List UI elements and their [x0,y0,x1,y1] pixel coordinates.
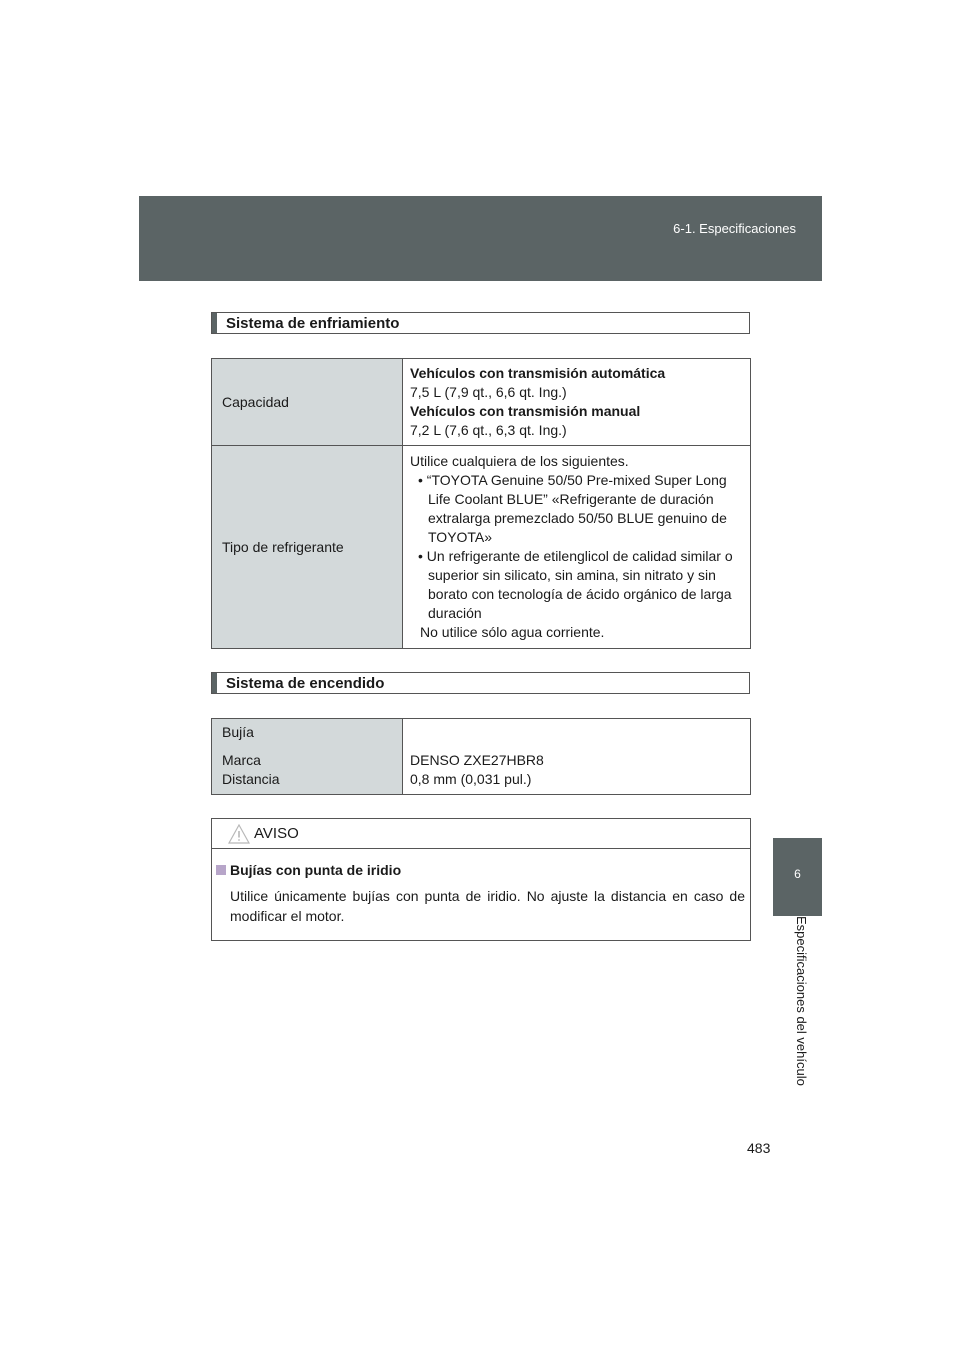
table-row [212,446,751,649]
capacity-value [403,359,751,446]
coolant-label: Tipo de refrigerante [212,446,403,649]
warning-header [212,819,750,849]
warning-body: Utilice únicamente bujías con punta de iridio. No ajuste la distancia en caso de modificar el motor. [230,888,745,924]
chapter-title: Especificaciones del vehículo [794,916,809,1086]
capacity-manual-value: 7,2 L (7,6 qt., 6,3 qt. Ing.) [410,422,567,438]
ignition-heading-text: Sistema de encendido [226,675,385,692]
heading-bar [212,313,217,333]
coolant-intro: Utilice cualquiera de los siguientes. [410,453,629,469]
coolant-option-2: • Un refrigerante de etilenglicol de calidad similar o superior sin silicato, sin amina, sin nitrato y sin borato con tecnología de ácido orgánico de larga duración [418,548,733,621]
chapter-number: 6 [794,867,801,881]
warning-triangle-icon [228,824,250,844]
spark-plug-values [403,719,751,795]
capacity-label: Capacidad [212,359,403,446]
table-row [212,719,751,795]
gap-value: 0,8 mm (0,031 pul.) [410,771,532,787]
ignition-heading [211,672,750,694]
cooling-heading-text: Sistema de enfriamiento [226,315,400,332]
coolant-note: No utilice sólo agua corriente. [420,624,605,640]
warning-subtitle: Bujías con punta de iridio [230,862,402,878]
spark-plug-labels [212,719,403,795]
capacity-auto-title: Vehículos con transmisión automática [410,365,666,381]
coolant-value [403,446,751,649]
brand-value: DENSO ZXE27HBR8 [410,752,544,768]
page-number: 483 [747,1140,771,1156]
table-row [212,359,751,446]
brand-label: Marca [222,752,261,768]
capacity-manual-title: Vehículos con transmisión manual [410,403,641,419]
capacity-auto-value: 7,5 L (7,9 qt., 6,6 qt. Ing.) [410,384,567,400]
ignition-table [211,718,751,795]
gap-label: Distancia [222,771,280,787]
heading-bar [212,673,217,693]
square-bullet-icon [216,865,226,875]
coolant-option-1: • “TOYOTA Genuine 50/50 Pre-mixed Super Long Life Coolant BLUE” «Refrigerante de duración extralarga premezclado 50/50 BLUE genuino de TOYOTA» [418,472,727,545]
section-label: 6-1. Especificaciones [673,221,796,236]
spark-plug-label: Bujía [222,724,254,740]
cooling-heading [211,312,750,334]
header-band [139,196,822,281]
warning-title: AVISO [254,825,299,842]
warning-box [211,818,751,941]
warning-subtitle-row [216,862,401,878]
chapter-tab [773,838,822,916]
cooling-table [211,358,751,649]
